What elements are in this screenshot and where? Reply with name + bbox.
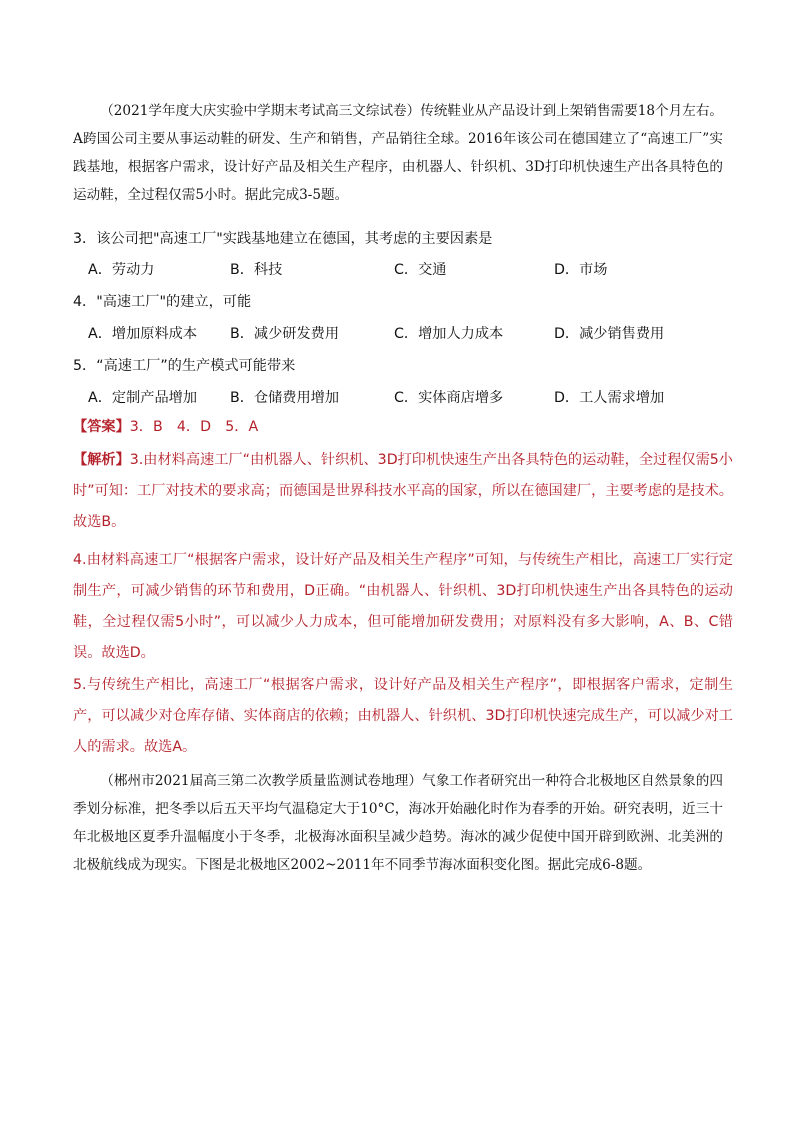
passage-1: （2021学年度大庆实验中学期末考试高三文综试卷）传统鞋业从产品设计到上架销售需要18个月左右。A跨国公司主要从事运动鞋的研发、生产和销售，产品销往全球。2016年该公司在德国建立了“高速工厂”实践基地，根据客户需求，设计好产品及相关生产程序，由机器人、针织机、3D打印机快速生产出各具特色的运动鞋，全过程仅需5小时。据此完成3-5题。 xyxy=(73,103,724,203)
question-5-stem: 5．“高速工厂”的生产模式可能带来 xyxy=(73,358,296,374)
question-4-option-c: C．增加人力成本 xyxy=(394,326,504,342)
question-5-option-b: B．仓储费用增加 xyxy=(230,390,340,406)
passage-2: （郴州市2021届高三第二次教学质量监测试卷地理）气象工作者研究出一种符合北极地区自然景象的四季划分标准，把冬季以后五天平均气温稳定大于10°C，海冰开始融化时作为春季的开始。研究表明，近三十年北极地区夏季升温幅度小于冬季，北极海冰面积呈减少趋势。海冰的减少促使中国开辟到欧洲、北美洲的北极航线成为现实。下图是北极地区2002~2011年不同季节海冰面积变化图。据此完成6-8题。 xyxy=(73,773,723,873)
question-4-option-d: D．减少销售费用 xyxy=(554,326,665,342)
answer-text: 3．B 4．D 5．A xyxy=(129,419,259,435)
analysis-paragraph-1 xyxy=(73,445,733,538)
question-3-options xyxy=(88,259,728,281)
question-3-stem: 3．该公司把"高速工厂"实践基地建立在德国，其考虑的主要因素是 xyxy=(73,231,493,247)
question-5-options xyxy=(88,387,728,409)
answer-label: 【答案】 xyxy=(73,419,130,435)
answer-line xyxy=(73,412,733,443)
question-3-option-b: B．科技 xyxy=(230,262,283,278)
question-3-option-d: D．市场 xyxy=(554,262,608,278)
question-5-option-d: D．工人需求增加 xyxy=(554,390,665,406)
analysis-label: 【解析】 xyxy=(73,452,130,468)
question-3-option-c: C．交通 xyxy=(394,262,447,278)
question-4-option-a: A．增加原料成本 xyxy=(88,326,198,342)
analysis-text-1: 3.由材料高速工厂“由机器人、针织机、3D打印机快速生产出各具特色的运动鞋，全过程仅需5小时”可知：工厂对技术的要求高；而德国是世界科技水平高的国家，所以在德国建厂，主要考虑的是技术。故选B。 xyxy=(73,452,733,530)
question-3-option-a: A．劳动力 xyxy=(88,262,155,278)
question-4-option-b: B．减少研发费用 xyxy=(230,326,340,342)
question-4-stem: 4．"高速工厂"的建立，可能 xyxy=(73,294,252,310)
analysis-paragraph-3: 5.与传统生产相比，高速工厂“根据客户需求，设计好产品及相关生产程序”，即根据客户需求，定制生产，可以减少对仓库存储、实体商店的依赖；由机器人、针织机、3D打印机快速完成生产，可以减少对工人的需求。故选A。 xyxy=(73,677,733,755)
question-4-options xyxy=(88,323,728,345)
question-5-option-c: C．实体商店增多 xyxy=(394,390,504,406)
question-5-option-a: A．定制产品增加 xyxy=(88,390,198,406)
analysis-paragraph-2: 4.由材料高速工厂“根据客户需求，设计好产品及相关生产程序”可知，与传统生产相比，高速工厂实行定制生产，可减少销售的环节和费用，D正确。“由机器人、针织机、3D打印机快速生产出各具特色的运动鞋，全过程仅需5小时”，可以减少人力成本，但可能增加研发费用；对原料没有多大影响，A、B、C错误。故选D。 xyxy=(73,552,733,661)
